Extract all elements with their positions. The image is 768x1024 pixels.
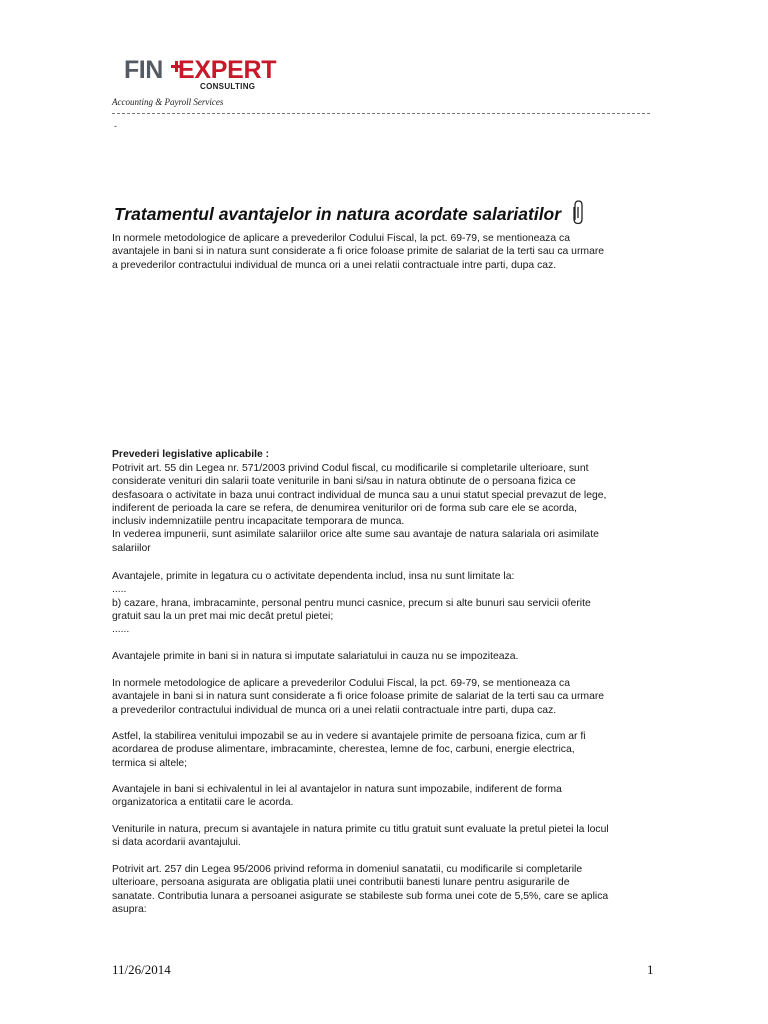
paragraph-imputate (112, 650, 660, 663)
text-line: In vederea impunerii, sunt asimilate salariilor orice alte sume sau avantaje de natura salariala ori asimilate (112, 529, 599, 541)
text-line: a prevederilor contractului individual de munca ori a unei relatii contractuale intre parti, dupa caz. (112, 704, 557, 716)
logo-consulting-text: CONSULTING (200, 82, 256, 91)
text-line: In normele metodologice de aplicare a prevederilor Codului Fiscal, la pct. 69-79, se mentioneaza ca (112, 233, 571, 244)
text-line: salariilor (112, 542, 151, 554)
text-line: indiferent de perioada la care se refera, de denumirea veniturilor ori de forma sub care ele se acorda, (112, 502, 577, 514)
document-title: Tratamentul avantajelor in natura acordate salariatilor (114, 204, 562, 224)
text-line: In normele metodologice de aplicare a prevederilor Codului Fiscal, la pct. 69-79, se mentioneaza ca (112, 678, 571, 689)
text-line: organizatorica a entitatii care le acorda. (112, 797, 294, 809)
text-line: avantajele in bani si in natura sunt considerate a fi orice foloase primite de salariat de la terti sau ca urmare (112, 246, 605, 258)
text-line: considerate venituri din salarii toate veniturile in bani si/sau in natura obtinute de o persoana fizica ce (112, 476, 576, 488)
logo-expert-text: EXPERT (178, 56, 277, 84)
text-line: Astfel, la stabilirea venitului impozabil se au in vedere si avantajele primite de persoana fizica, cum ar fi (112, 731, 586, 742)
section-heading: Prevederi legislative aplicabile : (112, 449, 270, 460)
text-line: desfasoara o activitate in baza unui contract individual de munca sau a unui statut special prevazut de lege, (112, 489, 607, 501)
dash-mark: - (114, 121, 117, 131)
text-line: ..... (112, 584, 127, 596)
paragraph-art-257 (112, 863, 660, 916)
logo-fin-text: FIN (124, 56, 163, 84)
header-divider (112, 113, 650, 114)
text-line: Avantajele in bani si echivalentul in lei al avantajelor in natura sunt impozabile, indiferent de forma (112, 784, 562, 795)
paperclip-icon[interactable] (569, 198, 587, 226)
text-line: Potrivit art. 55 din Legea nr. 571/2003 privind Codul fiscal, cu modificarile si completarile ulterioare, sunt (112, 463, 589, 474)
text-line: ulterioare, persoana asigurata are obligatia platii unei contributii banesti lunare pentru asigurarile de (112, 877, 570, 889)
paragraph-venit-impozabil (112, 730, 660, 770)
text-line: Potrivit art. 257 din Legea 95/2006 privind reforma in domeniul sanatatii, cu modificarile si completarile (112, 864, 583, 875)
text-line: inclusiv indemnizatiile pentru incapacitate temporara de munca. (112, 516, 405, 528)
text-line: sanatate. Contributia lunara a persoanei asigurate se stabileste sub forma unei cote de 5,5%, care se aplica (112, 890, 609, 902)
text-line: gratuit sau la un pret mai mic decât pretul pietei; (112, 610, 334, 622)
page-number: 1 (647, 962, 654, 977)
footer-date: 11/26/2014 (112, 962, 171, 977)
paragraph-art-55 (112, 462, 660, 555)
company-tagline: Accounting & Payroll Services (112, 97, 224, 107)
text-line: Veniturile in natura, precum si avantajele in natura primite cu titlu gratuit sunt evaluate la pretul pietei la locul (112, 824, 609, 835)
paragraph-impozabile (112, 783, 660, 810)
text-line: b) cazare, hrana, imbracaminte, personal pentru munci casnice, precum si alte bunuri sau servicii oferite (112, 597, 591, 609)
text-line: a prevederilor contractului individual de munca ori a unei relatii contractuale intre parti, dupa caz. (112, 259, 557, 271)
text-line: asupra: (112, 903, 147, 915)
paragraph-evaluare (112, 823, 660, 850)
text-line: termica si altele; (112, 757, 188, 769)
text-line: Avantajele, primite in legatura cu o activitate dependenta includ, insa nu sunt limitate la: (112, 571, 515, 582)
company-logo (124, 56, 277, 92)
text-line: acordarea de produse alimentare, imbracaminte, cherestea, lemne de foc, carbuni, energie electrica, (112, 744, 575, 756)
text-line: si data acordarii avantajului. (112, 837, 241, 849)
text-line: Avantajele primite in bani si in natura si imputate salariatului in cauza nu se impoziteaza. (112, 651, 519, 662)
text-line: avantajele in bani si in natura sunt considerate a fi orice foloase primite de salariat de la terti sau ca urmare (112, 691, 605, 703)
text-line: ...... (112, 624, 130, 636)
paragraph-norme (112, 677, 660, 717)
paragraph-avantaje-list (112, 570, 660, 636)
intro-paragraph (112, 232, 660, 272)
